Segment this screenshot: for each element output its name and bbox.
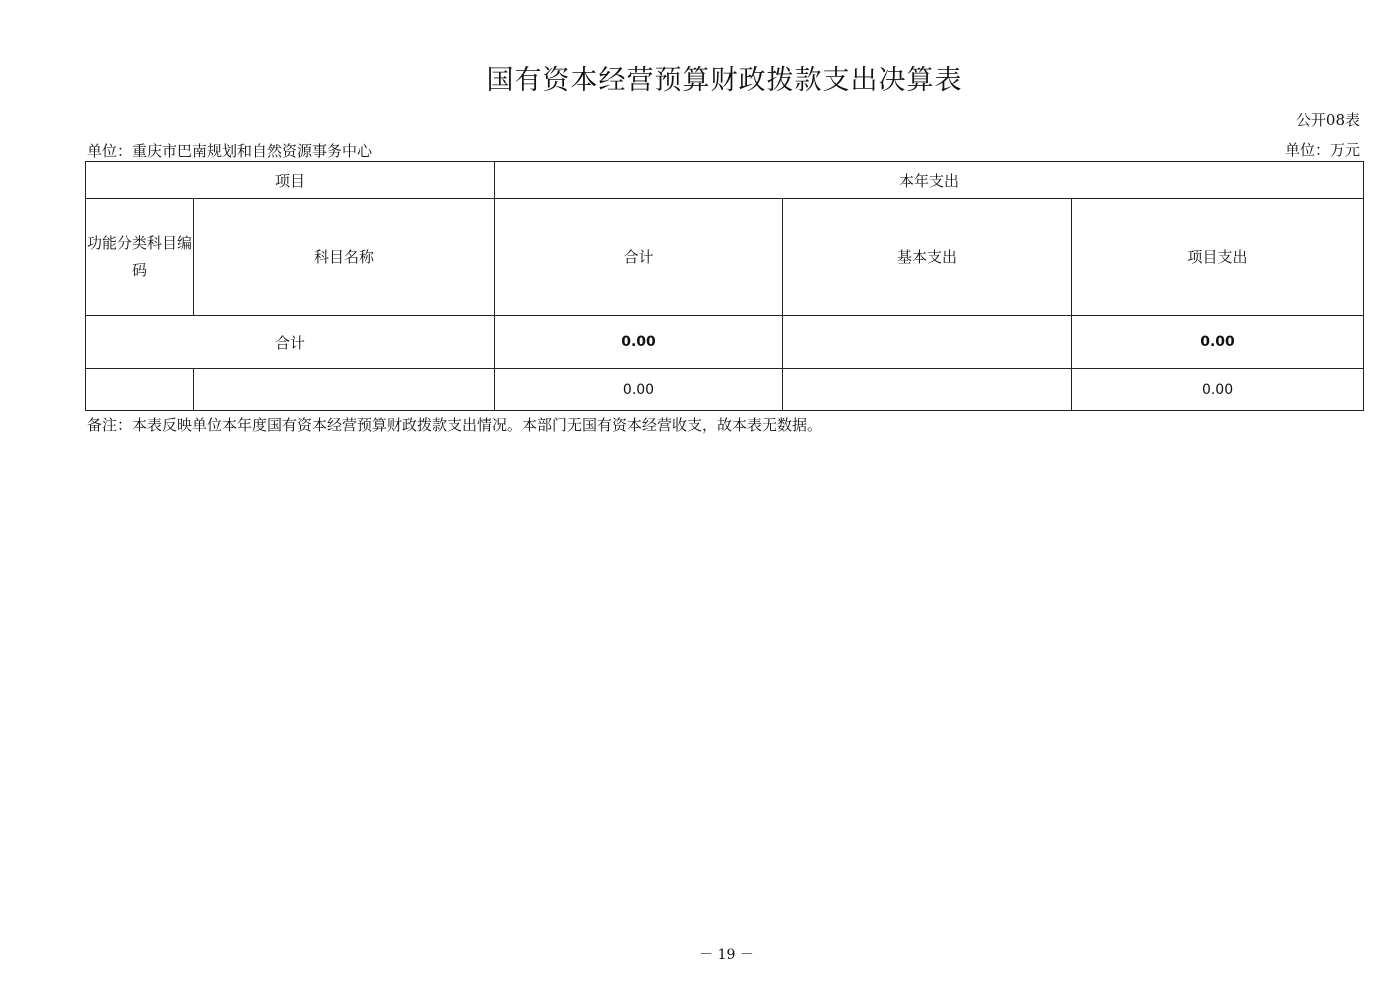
total-amount: 0.00 (495, 316, 783, 369)
table-row-total (86, 316, 1364, 369)
column-header-basic: 基本支出 (783, 199, 1072, 316)
detail-name (194, 369, 495, 411)
expenditure-table (85, 161, 1364, 411)
detail-basic-amount (783, 369, 1072, 411)
column-header-total: 合计 (495, 199, 783, 316)
page-title: 国有资本经营预算财政拨款支出决算表 (486, 65, 963, 96)
currency-unit: 单位：万元 (1284, 141, 1360, 159)
detail-project-amount: 0.00 (1072, 369, 1364, 411)
detail-total-amount: 0.00 (495, 369, 783, 411)
table-row (86, 369, 1364, 411)
table-header-row (86, 162, 1364, 199)
total-project-amount: 0.00 (1072, 316, 1364, 369)
table-subheader-row (86, 199, 1364, 316)
column-header-code: 功能分类科目编码 (86, 199, 194, 316)
reporting-unit: 单位：重庆市巴南规划和自然资源事务中心 (87, 142, 373, 160)
header-this-year-expenditure: 本年支出 (495, 162, 1364, 199)
header-project: 项目 (86, 162, 495, 199)
column-header-name: 科目名称 (194, 199, 495, 316)
table-note: 备注：本表反映单位本年度国有资本经营预算财政拨款支出情况。本部门无国有资本经营收支，故本表无数据。 (87, 416, 823, 434)
detail-code (86, 369, 194, 411)
total-label: 合计 (86, 316, 495, 369)
form-number: 公开08表 (1295, 111, 1360, 129)
page-number: － 19 － (699, 947, 754, 963)
column-header-project: 项目支出 (1072, 199, 1364, 316)
total-basic-amount (783, 316, 1072, 369)
